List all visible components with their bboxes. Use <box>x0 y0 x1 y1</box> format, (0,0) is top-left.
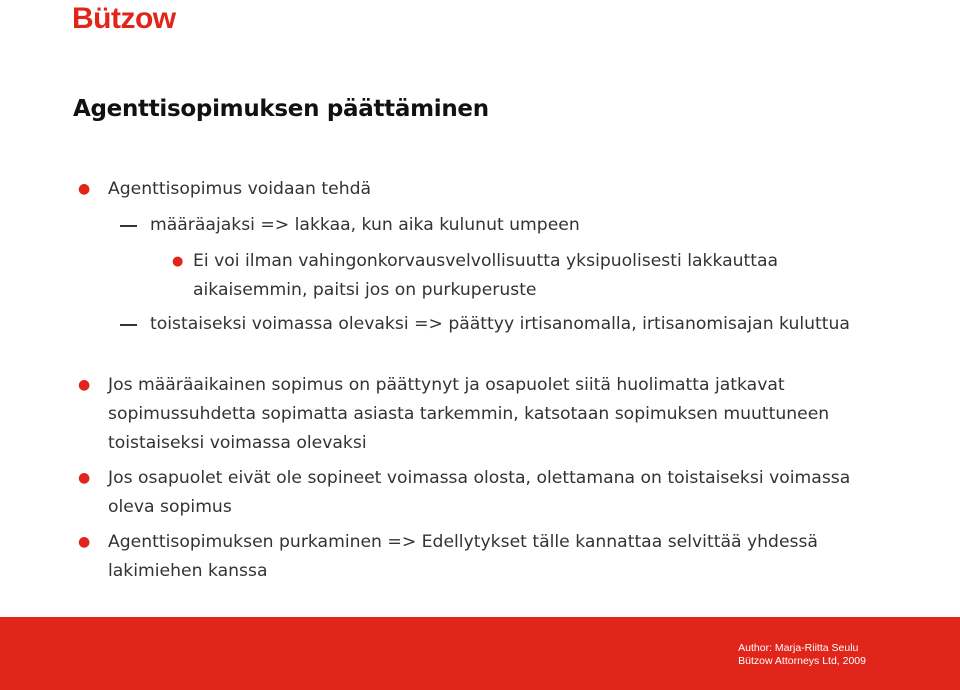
footer-bar <box>0 617 960 690</box>
bullet-dot-icon: ● <box>78 181 91 197</box>
dash-icon <box>120 324 137 326</box>
bullet-text: Jos osapuolet eivät ole sopineet voimassa olosta, olettamana on toistaiseksi voimassa oleva sopimus <box>108 468 851 517</box>
bullet-item <box>78 528 848 586</box>
bullet-item <box>150 211 890 240</box>
bullet-dot-icon: ● <box>78 470 91 486</box>
bullet-text: Agenttisopimus voidaan tehdä <box>108 179 372 199</box>
bullet-text: määräajaksi => lakkaa, kun aika kulunut umpeen <box>150 215 580 235</box>
dash-icon <box>120 225 137 227</box>
bullet-item <box>78 371 888 458</box>
bullet-item <box>172 247 853 305</box>
bullet-dot-icon: ● <box>172 254 184 269</box>
slide-title: Agenttisopimuksen päättäminen <box>73 96 489 122</box>
bullet-dot-icon: ● <box>78 534 91 550</box>
butzow-logo: Bützow <box>72 2 176 35</box>
bullet-item <box>150 310 850 339</box>
bullet-text: Jos määräaikainen sopimus on päättynyt ja osapuolet siitä huolimatta jatkavat sopimussuhdetta sopimatta asiasta tarkemmin, katsotaan sopimuksen muuttuneen toistaiseksi voimassa olevaksi <box>108 375 830 453</box>
bullet-text: Agenttisopimuksen purkaminen => Edellytykset tälle kannattaa selvittää yhdessä lakimiehen kanssa <box>108 532 818 581</box>
footer-copyright: Bützow Attorneys Ltd, 2009 <box>738 655 866 667</box>
bullet-item <box>78 464 888 522</box>
bullet-item <box>78 175 908 204</box>
bullet-text: toistaiseksi voimassa olevaksi => päättyy irtisanomalla, irtisanomisajan kuluttua <box>150 314 850 334</box>
footer-author: Author: Marja-Riitta Seulu <box>738 642 859 654</box>
bullet-text: Ei voi ilman vahingonkorvausvelvollisuutta yksipuolisesti lakkauttaa aikaisemmin, paitsi jos on purkuperuste <box>193 251 779 300</box>
footer-credits <box>738 642 866 668</box>
bullet-dot-icon: ● <box>78 377 91 393</box>
